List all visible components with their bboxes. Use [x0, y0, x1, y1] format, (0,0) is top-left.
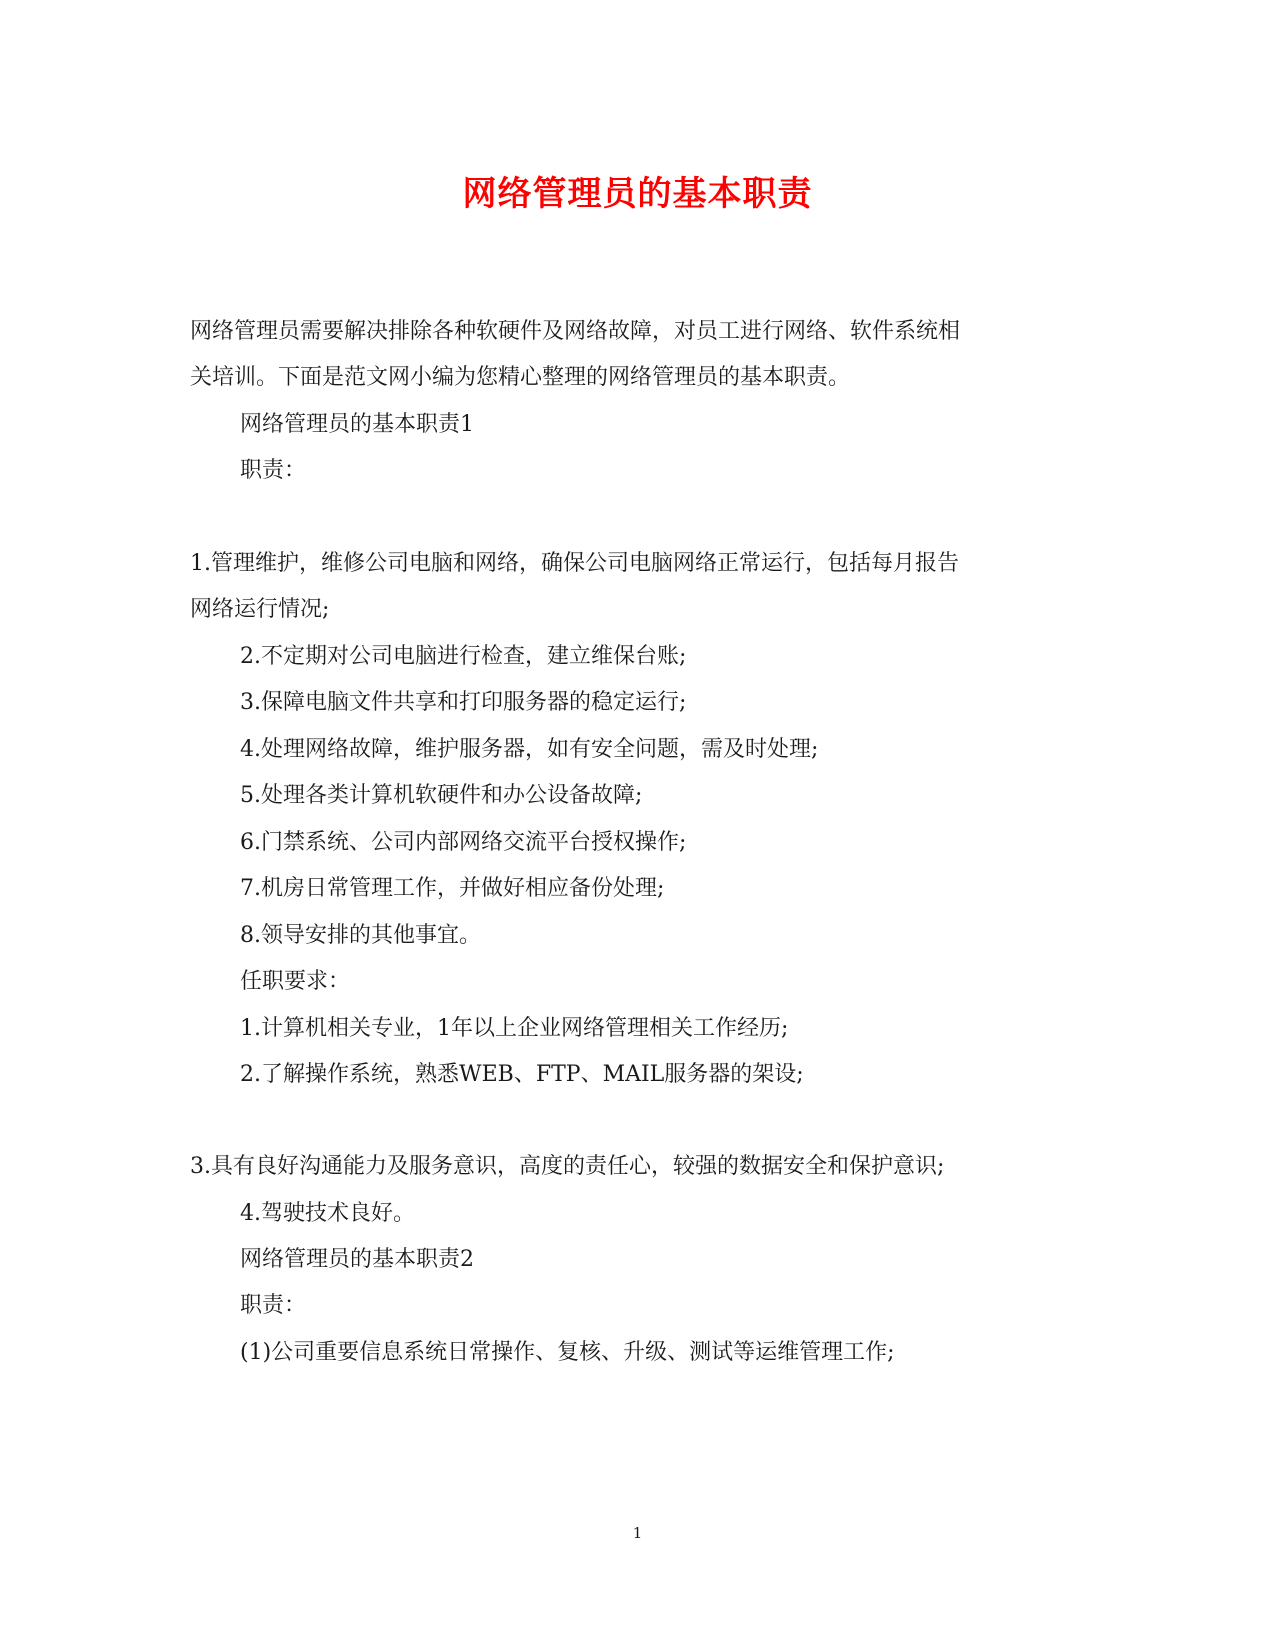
section2-duty-item-1: (1)公司重要信息系统日常操作、复核、升级、测试等运维管理工作;: [240, 1340, 895, 1365]
section-heading-1: 网络管理员的基本职责1: [240, 412, 474, 437]
duty-item: 4.处理网络故障，维护服务器，如有安全问题，需及时处理;: [240, 737, 819, 762]
requirement-item-4: 4.驾驶技术良好。: [240, 1201, 415, 1226]
duty-item-1-line-1: 1.管理维护，维修公司电脑和网络，确保公司电脑网络正常运行，包括每月报告: [190, 551, 959, 576]
duty-item: 8.领导安排的其他事宜。: [240, 923, 481, 948]
document-title: 网络管理员的基本职责: [462, 174, 813, 214]
requirements-label: 任职要求：: [240, 969, 351, 994]
page-number: 1: [632, 1524, 643, 1542]
duties-label-2: 职责：: [240, 1293, 307, 1318]
duty-item: 5.处理各类计算机软硬件和办公设备故障;: [240, 783, 643, 808]
requirement-item-3: 3.具有良好沟通能力及服务意识，高度的责任心，较强的数据安全和保护意识;: [190, 1154, 945, 1179]
requirement-item: 1.计算机相关专业，1年以上企业网络管理相关工作经历;: [240, 1016, 789, 1041]
duties-label-1: 职责：: [240, 458, 307, 483]
duty-item: 3.保障电脑文件共享和打印服务器的稳定运行;: [240, 690, 687, 715]
duty-item: 2.不定期对公司电脑进行检查，建立维保台账;: [240, 644, 687, 669]
intro-line-2: 关培训。下面是范文网小编为您精心整理的网络管理员的基本职责。: [190, 365, 851, 390]
section-heading-2: 网络管理员的基本职责2: [240, 1247, 474, 1272]
duty-item-1-line-2: 网络运行情况;: [190, 597, 330, 622]
duty-item: 7.机房日常管理工作，并做好相应备份处理;: [240, 876, 665, 901]
intro-line-1: 网络管理员需要解决排除各种软硬件及网络故障，对员工进行网络、软件系统相: [190, 319, 961, 344]
requirement-item: 2.了解操作系统，熟悉WEB、FTP、MAIL服务器的架设;: [240, 1062, 804, 1087]
duty-item: 6.门禁系统、公司内部网络交流平台授权操作;: [240, 830, 687, 855]
